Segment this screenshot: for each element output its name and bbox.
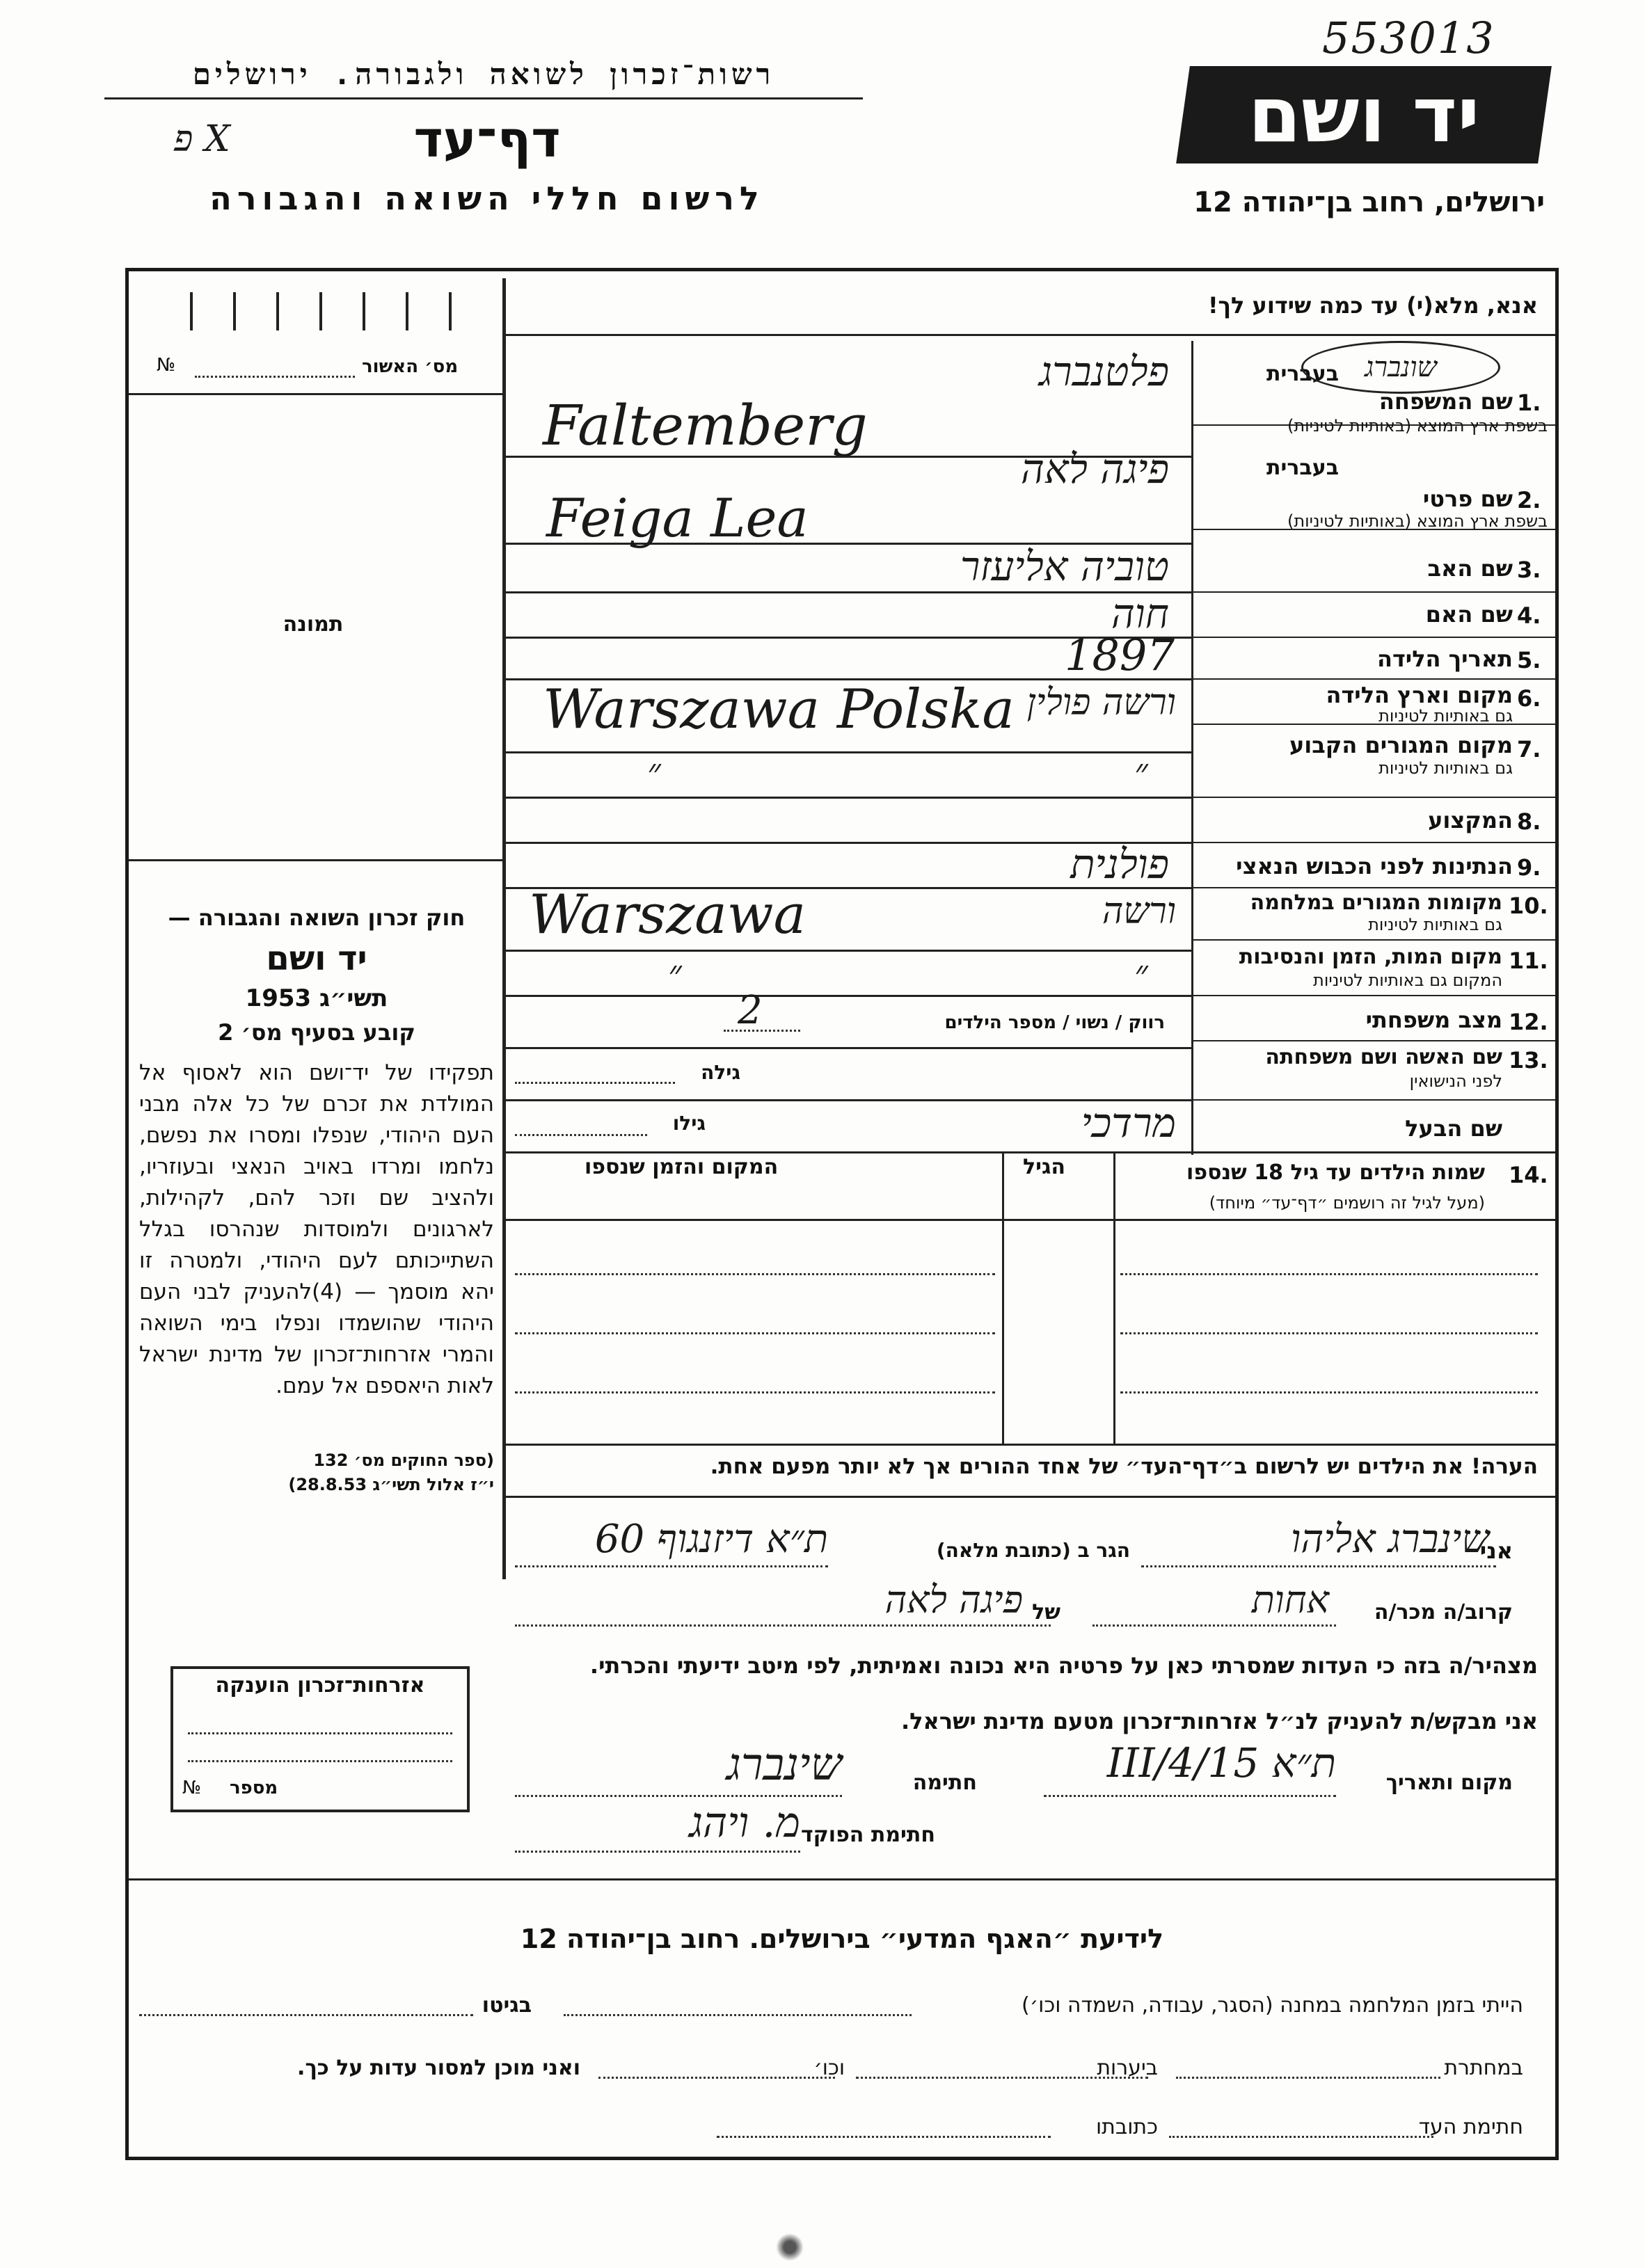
field-10-value[interactable]: ורשה: [1102, 891, 1176, 932]
footer-title: לידיעת ״האגף המדעי״ בירושלים. רחוב בן־יהודה 12: [520, 1924, 1164, 1954]
decl-signature-label: חתימה: [912, 1771, 977, 1795]
footer-line1-b: בגיטו: [482, 1993, 532, 2018]
field-11-value[interactable]: ״: [1134, 953, 1148, 995]
field-13-label: שם האשה ושם משפחתה: [1265, 1045, 1502, 1069]
photo-label: תמונה: [283, 612, 344, 637]
children-title: שמות הילדים עד גיל 18 שנספו: [1186, 1160, 1485, 1185]
field-4-label: שם האם: [1425, 601, 1513, 628]
field-5-number: 5.: [1517, 647, 1541, 673]
scan-blot: [776, 2233, 804, 2261]
intro-text: אנא, מלא(י) עד כמה שידוע לך!: [1207, 292, 1538, 319]
footer-line3-a: חתימת העד: [1418, 2115, 1523, 2139]
field-5-label: תאריך הלידה: [1376, 646, 1513, 672]
field-11-label: מקום המות, הזמן והנסיבות: [1239, 945, 1502, 969]
field-2-hebrew[interactable]: פיגה לאה: [1020, 445, 1169, 493]
decl-official-label: חתימת הפוקד: [801, 1823, 935, 1847]
decl-i-value[interactable]: שינברג אליהו: [1291, 1517, 1489, 1562]
field-13-number: 13.: [1509, 1047, 1548, 1073]
field-7-value[interactable]: ״: [1134, 751, 1148, 793]
field-1-sub: בשפת ארץ המוצא (באותיות לטיניות): [1287, 416, 1548, 436]
decl-official[interactable]: מ. ויהג: [689, 1798, 800, 1847]
field-9-label: הנתינות לפני הכבוש הנאצי: [1236, 853, 1513, 879]
field-4-number: 4.: [1517, 602, 1541, 629]
decl-residing: הגר ב (כתובת מלאה): [936, 1539, 1130, 1562]
field-6-label: מקום וארץ הלידה: [1326, 682, 1513, 708]
children-label: (מעל לגיל זה רושמים ״דף־עד״ מיוחד): [1209, 1193, 1485, 1213]
field-12-value[interactable]: 2: [738, 988, 763, 1033]
citizenship-no: №: [182, 1778, 202, 1798]
field-2-inline: בעברית: [1266, 456, 1339, 480]
law-ref-2: י״ז אלול תשי״ג 28.8.53): [288, 1475, 494, 1494]
field-12-number: 12.: [1509, 1009, 1548, 1035]
cert-no: №: [157, 355, 176, 376]
footer-line2-c: וכו׳: [813, 2056, 845, 2080]
decl-relative-label: קרוב/ה מכר/ה: [1374, 1600, 1513, 1624]
field-1-label: שם המשפחה: [1378, 388, 1513, 415]
field-5-value[interactable]: 1897: [1065, 630, 1175, 680]
field-2-latin[interactable]: Feiga Lea: [546, 487, 809, 549]
field-6-latin[interactable]: Warszawa Polska: [543, 678, 1015, 741]
field-6-sub: גם באותיות לטיניות: [1378, 706, 1513, 726]
field-13-inline: גילה: [701, 1061, 740, 1084]
decl-of-label: של: [1032, 1600, 1060, 1624]
law-name: יד ושם: [266, 939, 367, 978]
husband-value[interactable]: מרדכי: [1081, 1099, 1176, 1147]
field-2-number: 2.: [1517, 487, 1541, 513]
record-number: 553013: [1322, 13, 1495, 63]
children-number: 14.: [1509, 1162, 1548, 1188]
field-12-label: מצב משפחתי: [1365, 1007, 1502, 1033]
handwritten-tag: פ X: [174, 118, 230, 160]
decl-signature[interactable]: שינברג: [726, 1739, 842, 1791]
field-2-label: שם פרטי: [1422, 486, 1513, 512]
header-rule: [104, 97, 863, 99]
field-1-latin[interactable]: Faltemberg: [543, 393, 868, 458]
decl-place-date[interactable]: ת״א 15/III/4: [1106, 1739, 1336, 1787]
field-6-value[interactable]: ורשה פולין: [1026, 682, 1176, 724]
cert-label: מס׳ האשור: [362, 356, 459, 377]
footer-line2-d: ואני מוכן למסור עדות על כך.: [297, 2056, 580, 2080]
field-8-number: 8.: [1517, 808, 1541, 835]
field-12-inline: רווק / נשוי / מספר הילדים: [944, 1012, 1165, 1033]
field-10-number: 10.: [1509, 893, 1548, 919]
field-8-label: המקצוע: [1428, 807, 1513, 833]
field-7-sub: גם באותיות לטיניות: [1378, 758, 1513, 778]
decl-i-label: אני: [1479, 1538, 1513, 1564]
field-9-number: 9.: [1517, 854, 1541, 881]
decl-of-value[interactable]: פיגה לאה: [884, 1578, 1023, 1622]
law-year: תשי״ג 1953: [245, 984, 388, 1012]
field-1-hebrew[interactable]: פלטנברג: [1039, 348, 1169, 395]
decl-address[interactable]: ת״א דיזנגוף 60: [594, 1517, 828, 1562]
decl-statement: מצהיר/ה בזה כי העדות שמסרתי כאן על פרטיה היא נכונה ואמיתית, לפי מיטב ידיעתי והכרתי.: [589, 1652, 1538, 1679]
decl-relation[interactable]: אחות: [1251, 1578, 1329, 1622]
field-3-value[interactable]: טוביה אליעזר: [960, 543, 1169, 590]
authority-line: רשות־זכרון לשואה ולגבורה. ירושלים: [192, 57, 775, 91]
code-boxes: [150, 292, 491, 330]
footer-line2-b: ביערות: [1097, 2056, 1158, 2080]
field-10-latin[interactable]: Warszawa: [529, 884, 806, 946]
field-10-sub: גם באותיות לטיניות: [1368, 915, 1502, 934]
law-clause: קובע בסעיף מס׳ 2: [218, 1019, 415, 1046]
decl-place-date-label: מקום ותאריך: [1385, 1771, 1513, 1795]
children-col-place: המקום והזמן שנספו: [585, 1155, 779, 1179]
field-11-latin[interactable]: ״: [668, 953, 682, 995]
husband-label: שם הבעל: [1405, 1115, 1502, 1142]
footer-line2-a: במחתרת: [1444, 2056, 1523, 2080]
citizenship-number-label: מספר: [230, 1778, 278, 1798]
field-10-label: מקומות המגורים במלחמה: [1250, 891, 1502, 915]
field-1-number: 1.: [1517, 390, 1541, 416]
law-title: חוק זכרון השואה והגבורה —: [168, 904, 466, 931]
footer-line1-a: הייתי בזמן המלחמה במחנה (הסגר, עבודה, השמדה וכו׳): [1021, 1993, 1523, 2018]
citizenship-title: אזרחות־זכרון הוענקה: [215, 1673, 425, 1698]
field-7-number: 7.: [1517, 736, 1541, 762]
field-3-number: 3.: [1517, 557, 1541, 583]
field-11-number: 11.: [1509, 948, 1548, 974]
form-subtitle: לרשום חללי השואה והגבורה: [209, 179, 765, 217]
field-3-label: שם האב: [1427, 555, 1513, 582]
field-1-inline: בעברית: [1266, 362, 1339, 386]
footer-line3-b: כתובתו: [1096, 2115, 1158, 2139]
husband-inline: גילו: [672, 1112, 706, 1135]
field-9-value[interactable]: פולנית: [1070, 840, 1169, 888]
address: ירושלים, רחוב בן־יהודה 12: [1193, 186, 1545, 218]
field-4-value[interactable]: חוה: [1111, 590, 1169, 637]
law-text: תפקידו של יד־ושם הוא לאסוף אל המולדת את זכרם של כל אלה מבני העם היהודי, שנפלו ומסרו את נפשם, נלחמו ומרדו באויב הנאצי ובעוזריו, ולהציב שם וזכר להם, לקהילות, לארגונים ולמוסדות שנהרסו בגלל השתייכותם לעם היהודי, ולמטרה זו יהא מוסמך — (4)להעניק לבני העם היהודי שהושמדו ונפלו בימי השואה והמרי אזרחות־זכרון של מדינת ישראל לאות היאספם אל עמם.: [139, 1060, 494, 1398]
children-col-age: הגיל: [1023, 1155, 1065, 1179]
field-7-latin[interactable]: ״: [647, 751, 661, 793]
field-6-number: 6.: [1517, 685, 1541, 712]
field-13-sub: לפני הנישואין: [1409, 1071, 1502, 1091]
field-11-sub: המקום גם באותיות לטיניות: [1313, 971, 1502, 990]
decl-request: אני מבקש/ת להעניק לנ״ל אזרחות־זכרון מטעם מדינת ישראל.: [901, 1708, 1538, 1734]
law-ref-1: (ספר החוקים מס׳ 132: [313, 1451, 494, 1470]
field-2-sub: בשפת ארץ המוצא (באותיות לטיניות): [1287, 511, 1548, 531]
logo-text: יד ושם: [1248, 70, 1480, 159]
field-1-side: שונברג: [1301, 341, 1500, 394]
note-text: הערה! את הילדים יש לרשום ב״דף־העד״ של אחד ההורים אך לא יותר מפעם אחת.: [710, 1454, 1538, 1479]
field-7-label: מקום המגורים הקבוע: [1289, 732, 1513, 758]
form-title: דף־עד: [413, 110, 561, 168]
